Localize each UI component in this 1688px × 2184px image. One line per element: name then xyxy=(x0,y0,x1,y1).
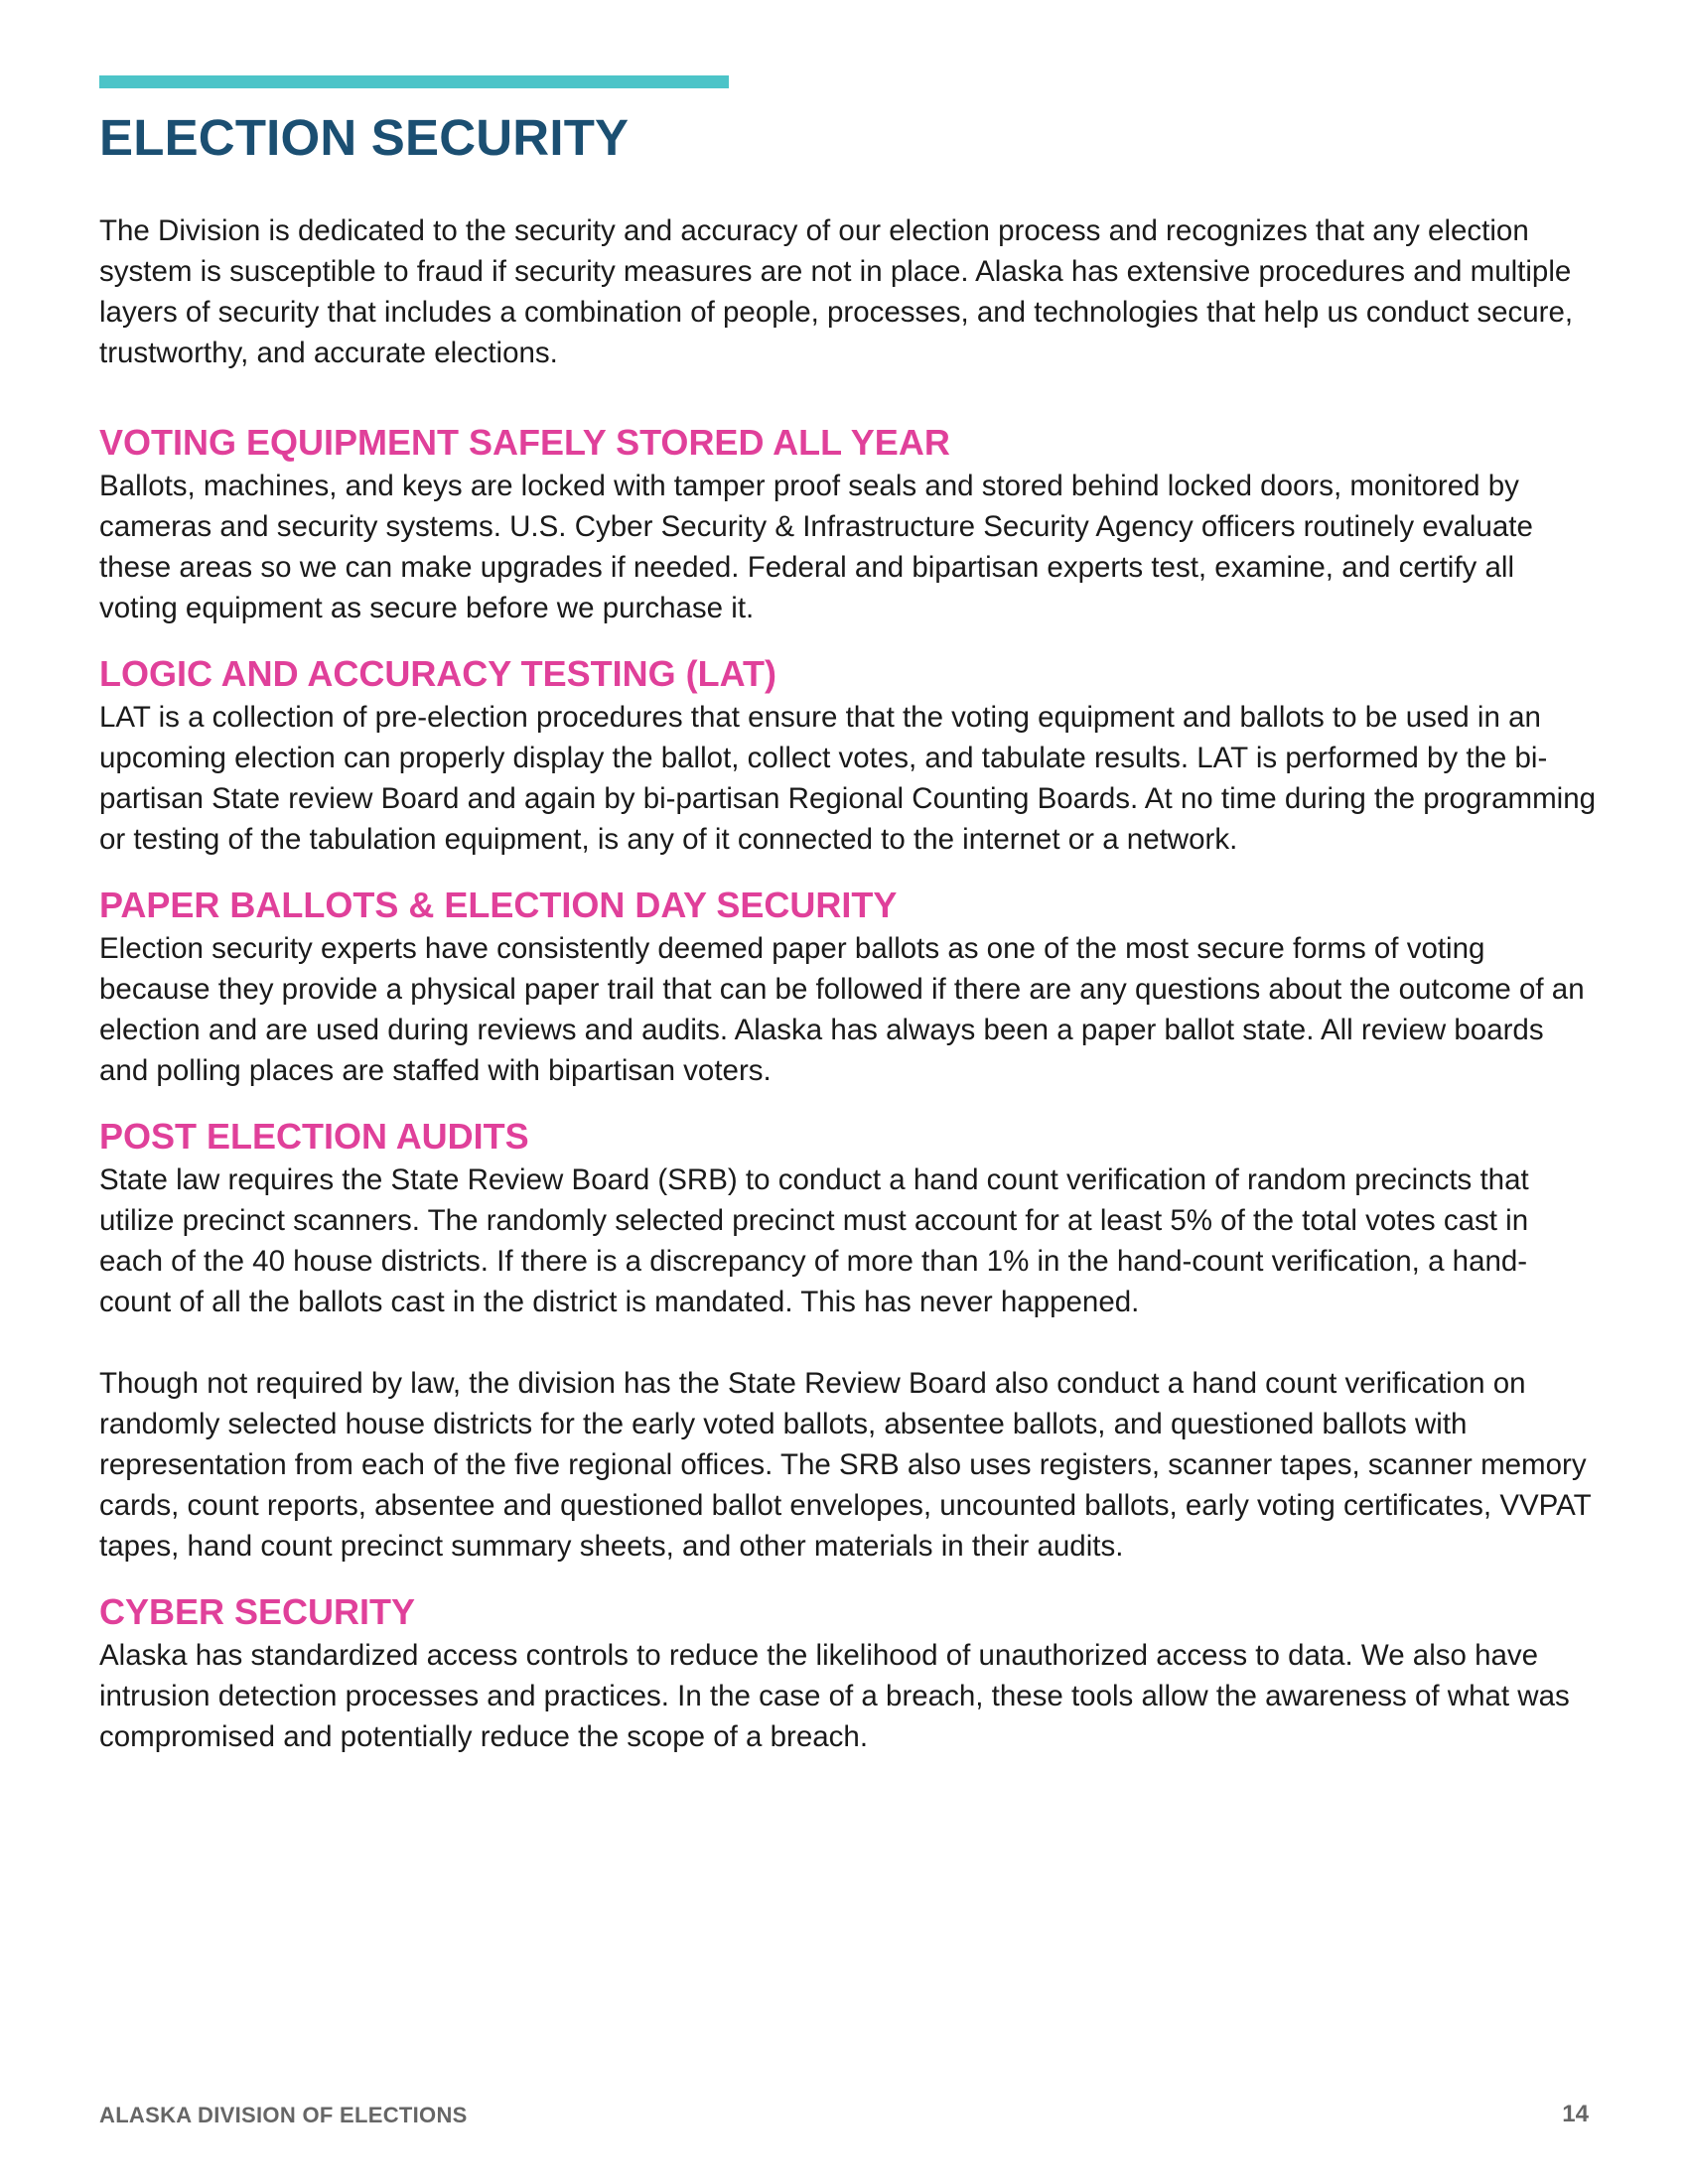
section-paper-ballots xyxy=(99,883,1599,1091)
section-heading: PAPER BALLOTS & ELECTION DAY SECURITY xyxy=(99,885,898,925)
section-post-election-audits xyxy=(99,1114,1599,1567)
section-lat xyxy=(99,651,1599,860)
section-heading: CYBER SECURITY xyxy=(99,1591,416,1632)
section-heading: POST ELECTION AUDITS xyxy=(99,1116,529,1157)
page-title: ELECTION SECURITY xyxy=(99,109,630,166)
section-heading: LOGIC AND ACCURACY TESTING (LAT) xyxy=(99,653,776,694)
accent-bar xyxy=(99,75,729,88)
intro-paragraph: The Division is dedicated to the security and accuracy of our election process and recognizes that any election system is susceptible to fraud if security measures are not in place. Alaska has extensive procedures and multiple layers of security that includes a combination of people, processes, and technologies that help us conduct secure, trustworthy, and accurate elections. xyxy=(99,214,1574,369)
section-paragraph: LAT is a collection of pre-election procedures that ensure that the voting equipment and ballots to be used in an upcoming election can properly display the ballot, collect votes, and tabulate results. LAT is performed by the bi-partisan State review Board and again by bi-partisan Regional Counting Boards. At no time during the programming or testing of the tabulation equipment, is any of it connected to the internet or a network. xyxy=(99,701,1597,856)
section-heading: VOTING EQUIPMENT SAFELY STORED ALL YEAR xyxy=(99,422,950,463)
section-paragraph: Though not required by law, the division has the State Review Board also conduct a hand count verification on randomly selected house districts for the early voted ballots, absentee ballots, and questioned ballots with representation from each of the five regional offices. The SRB also uses registers, scanner tapes, scanner memory cards, count reports, absentee and questioned ballot envelopes, uncounted ballots, early voting certificates, VVPAT tapes, hand count precinct summary sheets, and other materials in their audits. xyxy=(99,1367,1592,1563)
section-voting-equipment xyxy=(99,420,1599,628)
section-paragraph: Election security experts have consistently deemed paper ballots as one of the most secure forms of voting because they provide a physical paper trail that can be followed if there are any questions about the outcome of an election and are used during reviews and audits. Alaska has always been a paper ballot state. All review boards and polling places are staffed with bipartisan voters. xyxy=(99,932,1585,1087)
section-cyber-security xyxy=(99,1589,1599,1757)
footer-organization: ALASKA DIVISION OF ELECTIONS xyxy=(99,2103,468,2127)
section-paragraph: Alaska has standardized access controls to reduce the likelihood of unauthorized access to data. We also have intrusion detection processes and practices. In the case of a breach, these tools allow the awareness of what was compromised and potentially reduce the scope of a breach. xyxy=(99,1639,1570,1753)
section-paragraph: Ballots, machines, and keys are locked with tamper proof seals and stored behind locked doors, monitored by cameras and security systems. U.S. Cyber Security & Infrastructure Security Agency officers routinely evaluate these areas so we can make upgrades if needed. Federal and bipartisan experts test, examine, and certify all voting equipment as secure before we purchase it. xyxy=(99,470,1533,624)
page-number: 14 xyxy=(1562,2101,1589,2127)
section-paragraph: State law requires the State Review Board (SRB) to conduct a hand count verification of random precincts that utilize precinct scanners. The randomly selected precinct must account for at least 5% of the total votes cast in each of the 40 house districts. If there is a discrepancy of more than 1% in the hand-count verification, a hand-count of all the ballots cast in the district is mandated. This has never happened. xyxy=(99,1163,1529,1318)
document-body xyxy=(99,210,1599,1757)
